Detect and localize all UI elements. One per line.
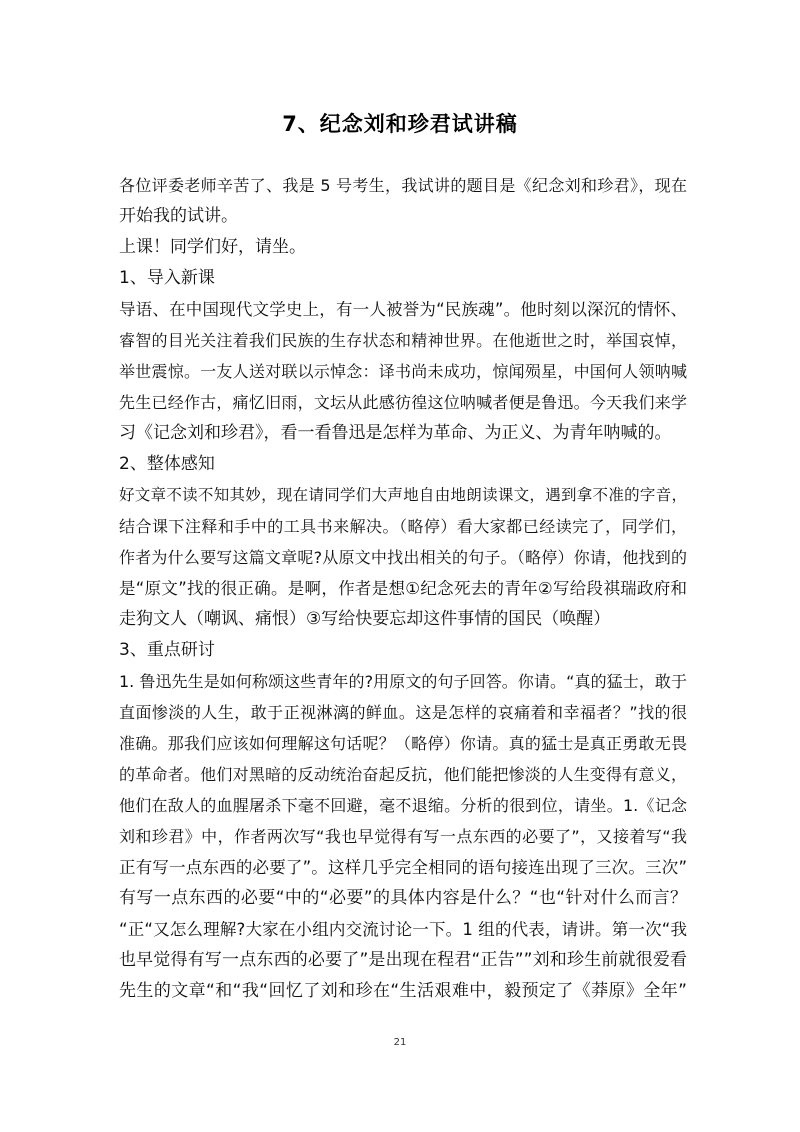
- body-line: 刘和珍君》中，作者两次写“我也早觉得有写一点东西的必要了”，又接着写“我: [119, 827, 687, 846]
- body-line: 举世震惊。一友人送对联以示悼念：译书尚未成功，惊闻殒星，中国何人领呐喊: [119, 362, 687, 381]
- body-line: 有写一点东西的必要“中的“必要”的具体内容是什么？“也“针对什么而言？: [119, 888, 687, 908]
- body-line: 先生已经作古，痛忆旧雨，文坛从此感彷徨这位呐喊者便是鲁迅。今天我们来学: [119, 393, 687, 412]
- body-line: 的革命者。他们对黑暗的反动统治奋起反抗，他们能把惨淡的人生变得有意义，: [119, 765, 687, 784]
- document-body: [119, 170, 687, 1007]
- body-line: 睿智的目光关注着我们民族的生存状态和精神世界。在他逝世之时，举国哀悼，: [119, 331, 687, 350]
- body-line: 正有写一点东西的必要了”。这样几乎完全相同的语句接连出现了三次。三次”: [119, 858, 687, 877]
- section-heading-discussion: 3、重点研讨: [119, 640, 215, 660]
- body-line: “正“又怎么理解?大家在小组内交流讨论一下。1 组的代表，请讲。第一次“我: [119, 920, 687, 939]
- body-line: 1. 鲁迅先生是如何称颂这些青年的?用原文的句子回答。你请。“真的猛士，敢于: [119, 672, 687, 691]
- body-line: 习《记念刘和珍君》，看一看鲁迅是怎样为革命、为正义、为青年呐喊的。: [119, 423, 672, 443]
- body-line: 走狗文人（嘲讽、痛恨）③写给快要忘却这件事情的国民（唤醒）: [119, 609, 611, 629]
- body-line: 先生的文章“和“我“回忆了刘和珍在“生活艰难中，毅预定了《莽原》全年”: [119, 981, 687, 1001]
- body-line: 是“原文”找的很正确。是啊，作者是想①纪念死去的青年②写给段祺瑞政府和: [119, 579, 687, 598]
- document-title: 7、纪念刘和珍君试讲稿: [282, 112, 518, 136]
- body-line: 作者为什么要写这篇文章呢?从原文中找出相关的句子。（略停）你请，他找到的: [119, 548, 687, 567]
- section-heading-intro: 1、导入新课: [119, 268, 215, 288]
- body-line: 好文章不读不知其妙，现在请同学们大声地自由地朗读课文，遇到拿不准的字音，: [119, 486, 687, 504]
- body-line: 他们在敌人的血腥屠杀下毫不回避，毫不退缩。分析的很到位，请坐。1.《记念: [119, 796, 687, 815]
- body-line: 各位评委老师辛苦了、我是 5 号考生，我试讲的题目是《纪念刘和珍君》，现在: [119, 176, 687, 195]
- body-line: 开始我的试讲。: [119, 206, 238, 226]
- section-heading-overview: 2、整体感知: [119, 454, 215, 474]
- body-line: 结合课下注释和手中的工具书来解决。（略停）看大家都已经读完了，同学们，: [119, 517, 687, 536]
- page-number: 21: [393, 1037, 407, 1048]
- body-line: 上课！同学们好，请坐。: [119, 237, 306, 257]
- body-line: 直面惨淡的人生，敢于正视淋漓的鲜血。这是怎样的哀痛着和幸福者？”找的很: [119, 703, 687, 722]
- body-line: 导语、在中国现代文学史上，有一人被誉为“民族魂”。他时刻以深沉的情怀、: [119, 300, 687, 319]
- body-line: 也早觉得有写一点东西的必要了”是出现在程君“正告””刘和珍生前就很爱看: [119, 950, 687, 970]
- body-line: 准确。那我们应该如何理解这句话呢？（略停）你请。真的猛士是真正勇敢无畏: [119, 734, 687, 753]
